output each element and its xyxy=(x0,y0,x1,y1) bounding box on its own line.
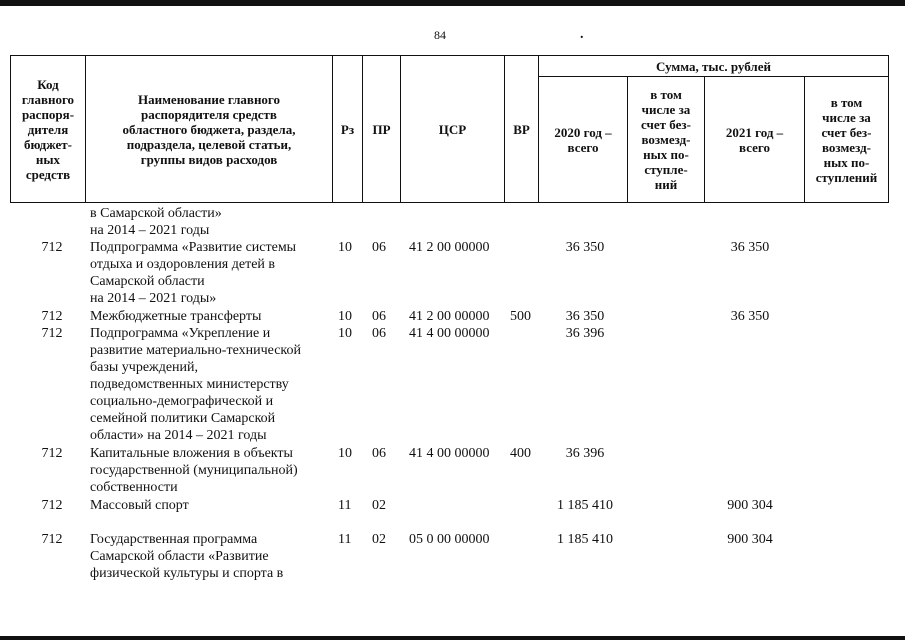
page-bottom-border xyxy=(0,636,905,640)
row-sum-2020: 1 185 410 xyxy=(557,532,613,547)
row-rz: 10 xyxy=(338,240,352,255)
row-pr: 06 xyxy=(372,240,386,255)
row-csr: 41 4 00 00000 xyxy=(409,446,490,461)
row-code: 712 xyxy=(41,326,63,341)
table-header xyxy=(0,0,905,205)
header-rz: Рз xyxy=(340,121,355,137)
page-number: 84 xyxy=(434,28,446,42)
row-sum-2020: 36 396 xyxy=(565,446,605,461)
row-sum-2020: 36 396 xyxy=(565,326,605,341)
row-sum-2020: 36 350 xyxy=(565,309,605,324)
row-csr: 41 2 00 00000 xyxy=(409,309,490,324)
row-pr: 02 xyxy=(372,498,386,513)
header-sum: Сумма, тыс. рублей xyxy=(656,58,771,74)
row-vr: 500 xyxy=(510,309,531,324)
header-bottom-line xyxy=(10,202,888,203)
header-name: Наименование главного распорядителя средств областного бюджета, раздела, подраздела, целевой статьи, группы видов расходов xyxy=(122,91,296,167)
header-2020-total: 2020 год – всего xyxy=(554,124,612,155)
row-name: Подпрограмма «Укрепление и развитие материально-технической базы учреждений, подведомственных министерству социально-демографической и семейной политики Самарской области» на 2014 – 2021 годы xyxy=(90,326,302,443)
row-name: Массовый спорт xyxy=(90,498,189,513)
row-rz: 10 xyxy=(338,309,352,324)
row-name: Подпрограмма «Развитие системы отдыха и оздоровления детей в Самарской области на 2014 – 2021 годы» xyxy=(90,240,297,306)
header-2021-total: 2021 год – всего xyxy=(725,124,784,155)
row-sum-2020: 36 350 xyxy=(565,240,605,255)
row-name: Капитальные вложения в объекты государственной (муниципальной) собственности xyxy=(90,446,298,495)
row-name: Межбюджетные трансферты xyxy=(90,309,262,324)
row-code: 712 xyxy=(41,498,63,513)
row-pr: 06 xyxy=(372,446,386,461)
row-sum-2021: 36 350 xyxy=(730,240,770,255)
row-pr: 06 xyxy=(372,326,386,341)
row-sum-2021: 36 350 xyxy=(730,309,770,324)
header-2020-gratuitous: в том числе за счет без- возмезд- ных по- ступле- ний xyxy=(641,87,691,192)
row-csr: 41 2 00 00000 xyxy=(409,240,490,255)
row-csr: 41 4 00 00000 xyxy=(409,326,490,341)
row-code: 712 xyxy=(41,240,63,255)
row-code: 712 xyxy=(41,532,63,547)
row-vr: 400 xyxy=(510,446,531,461)
row-rz: 10 xyxy=(338,446,352,461)
row-pr: 02 xyxy=(372,532,386,547)
row-sum-2021: 900 304 xyxy=(727,532,773,547)
row-code: 712 xyxy=(41,309,63,324)
row-name: в Самарской области» на 2014 – 2021 годы xyxy=(90,206,222,238)
row-rz: 11 xyxy=(338,498,352,513)
header-2021-gratuitous: в том числе за счет без- возмезд- ных по- ступлений xyxy=(815,94,878,185)
row-rz: 10 xyxy=(338,326,352,341)
row-rz: 11 xyxy=(338,532,352,547)
row-pr: 06 xyxy=(372,309,386,324)
row-sum-2021: 900 304 xyxy=(727,498,773,513)
header-pr: ПР xyxy=(372,121,391,137)
header-vline xyxy=(888,55,889,203)
header-csr: ЦСР xyxy=(438,121,467,137)
row-sum-2020: 1 185 410 xyxy=(557,498,613,513)
row-csr: 05 0 00 00000 xyxy=(409,532,490,547)
row-name: Государственная программа Самарской области «Развитие физической культуры и спорта в xyxy=(90,532,284,581)
header-code: Код главного распоря- дителя бюджет- ных средств xyxy=(21,76,75,182)
header-vr: ВР xyxy=(513,121,530,137)
page-mark: . xyxy=(580,27,584,42)
row-code: 712 xyxy=(41,446,63,461)
